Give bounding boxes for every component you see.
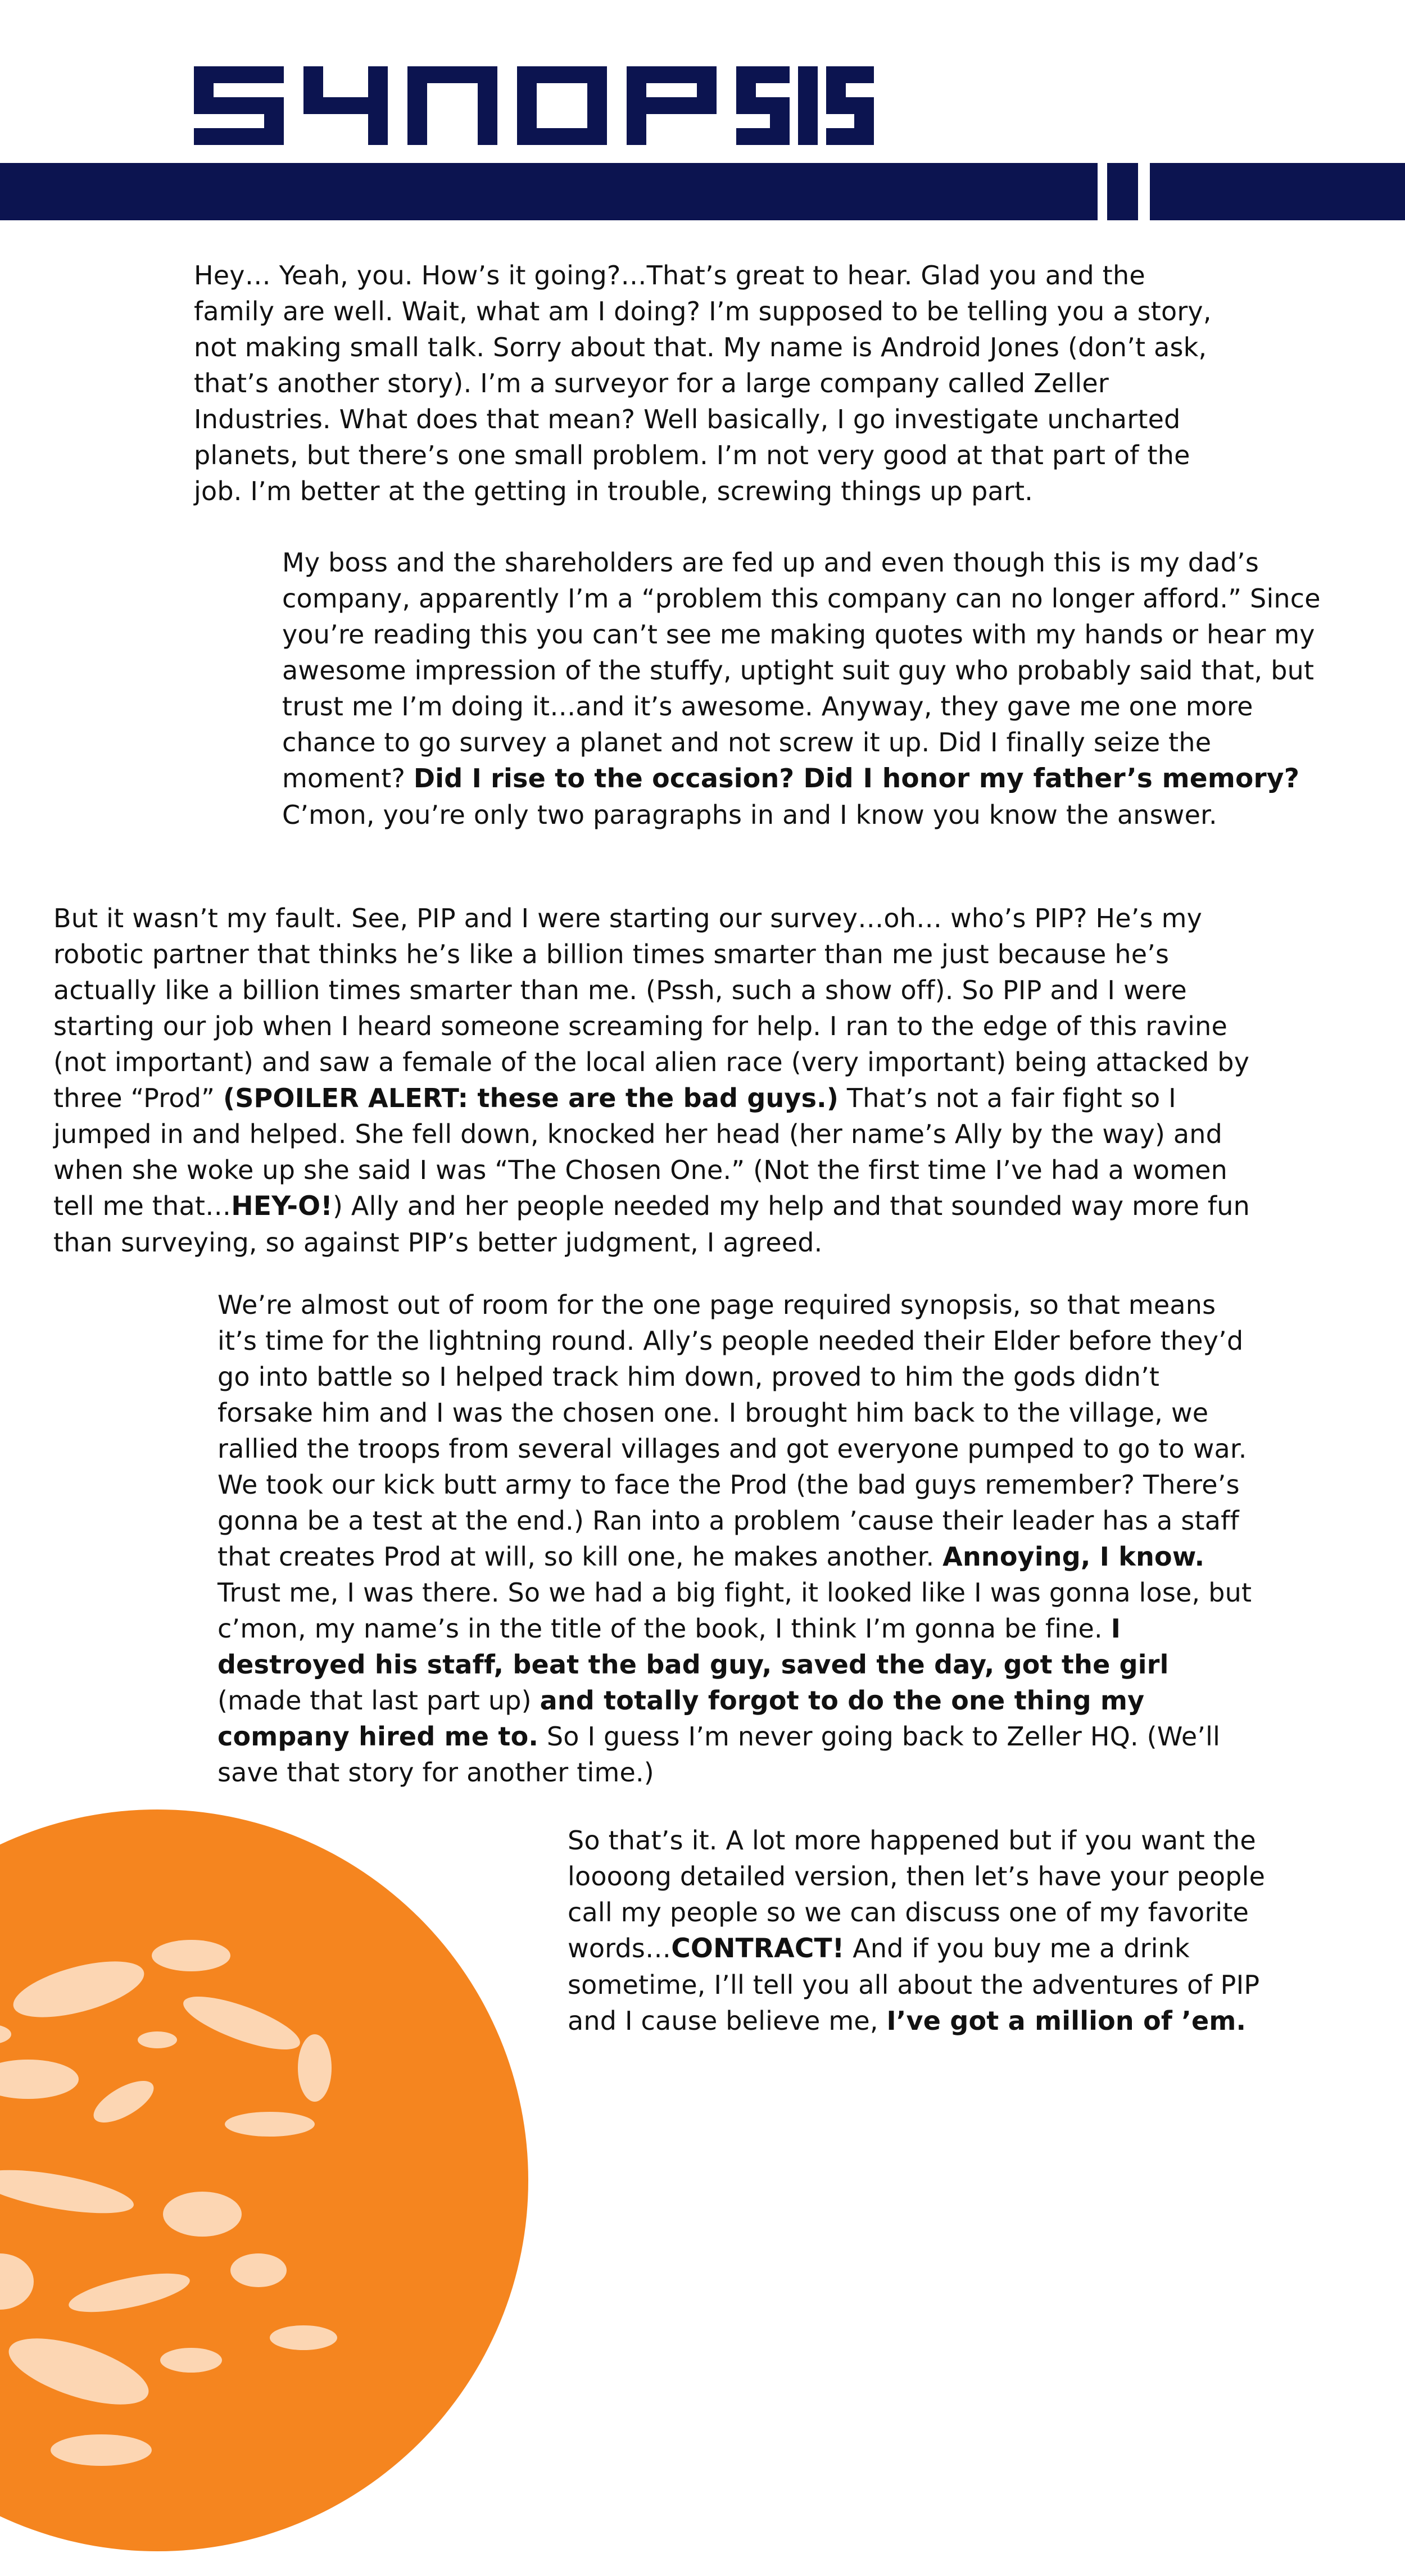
paragraph-lightning-round	[217, 1287, 1257, 1790]
text-run: C’mon, you’re only two paragraphs in and I know you know the answer.	[282, 800, 1217, 830]
text-run: We’re almost out of room for the one page required synopsis, so that means it’s time for the lightning round. Ally’s people needed their Elder before they’d go into battle so I helped track him down, proved to him the gods didn’t forsake him and I was the chosen one. I brought him back to the village, we rallied the troops from several villages and got everyone pumped to go to war. We took our kick butt army to face the Prod (the bad guys remember? There’s gonna be a test at the end.) Ran into a problem ’cause their leader has a staff that creates Prod at will, so kill one, he makes another.	[217, 1290, 1247, 1572]
text-run: and totally forgot to do the one thing my company hired me to.	[217, 1685, 1145, 1752]
text-run: ) Ally and her people needed my help and that sounded way more fun than surveying, so against PIP’s better judgment, I agreed.	[53, 1191, 1250, 1258]
paragraph-boss	[282, 545, 1339, 833]
text-run: HEY-O!	[231, 1191, 333, 1222]
text-run: I destroyed his staff, beat the bad guy, saved the day, got the girl	[217, 1613, 1169, 1680]
text-run: (SPOILER ALERT: these are the bad guys.)	[223, 1083, 839, 1113]
header-bar-right	[1150, 163, 1405, 220]
text-run: My boss and the shareholders are fed up and even though this is my dad’s company, apparently I’m a “problem this company can no longer afford.” Since you’re reading this you can’t see me making quotes with my hands or hear my awesome impression of the stuffy, uptight suit guy who probably said that, but trust me I’m doing it…and it’s awesome. Anyway, they gave me one more chance to go survey a planet and not screw it up. Did I finally seize the moment?	[282, 547, 1321, 793]
header-bar-stub	[1107, 163, 1138, 220]
text-run: CONTRACT!	[671, 1933, 845, 1964]
text-run: So that’s it. A lot more happened but if you want the loooong detailed version, then let’s have your people call my people so we can discuss one of my favorite words…	[568, 1825, 1266, 1963]
text-run: Hey… Yeah, you. How’s it going?…That’s great to hear. Glad you and the family are well. Wait, what am I doing? I’m supposed to be telling you a story, not making small talk. Sorry about that. My name is Android Jones (don’t ask, that’s another story). I’m a surveyor for a large company called Zeller Industries. What does that mean? Well basically, I go investigate uncharted planets, but there’s one small problem. I’m not very good at that part of the job. I’m better at the getting in trouble, screwing things up part.	[194, 260, 1212, 506]
text-run: Annoying, I know.	[942, 1541, 1205, 1572]
text-run: That’s not a fair fight so I jumped in and helped. She fell down, knocked her head (her name’s Ally by the way) and when she woke up she said I was “The Chosen One.” (Not the first time I’ve had a women tell me that…	[53, 1083, 1228, 1221]
text-run: I’ve got a million of ’em.	[886, 2006, 1247, 2036]
text-run: So I guess I’m never going back to Zeller HQ. (We’ll save that story for another time.)	[217, 1721, 1221, 1788]
text-run: Trust me, I was there. So we had a big fight, it looked like I was gonna lose, but c’mon, my name’s in the title of the book, I think I’m gonna be fine.	[217, 1577, 1252, 1644]
header-bar	[0, 163, 1098, 220]
paragraph-intro	[194, 257, 1234, 509]
text-run: But it wasn’t my fault. See, PIP and I were starting our survey…oh… who’s PIP? He’s my robotic partner that thinks he’s like a billion times smarter than me just because he’s actually like a billion times smarter than me. (Pssh, such a show off). So PIP and I were starting our job when I heard someone screaming for help. I ran to the edge of this ravine (not important) and saw a female of the local alien race (very important) being attacked by three “Prod”	[53, 903, 1250, 1113]
planet-illustration	[0, 1787, 551, 2574]
text-run: (made that last part up)	[217, 1685, 540, 1716]
text-run: Did I rise to the occasion?	[413, 763, 804, 793]
paragraph-pip	[53, 900, 1267, 1260]
text-run: Did I honor my father’s memory?	[803, 763, 1300, 794]
page-title	[194, 66, 874, 145]
text-run: And if you buy me a drink sometime, I’ll tell you all about the adventures of PIP and I cause believe me,	[568, 1933, 1260, 2036]
paragraph-closing	[568, 1822, 1281, 2039]
synopsis-logotype	[194, 66, 874, 145]
